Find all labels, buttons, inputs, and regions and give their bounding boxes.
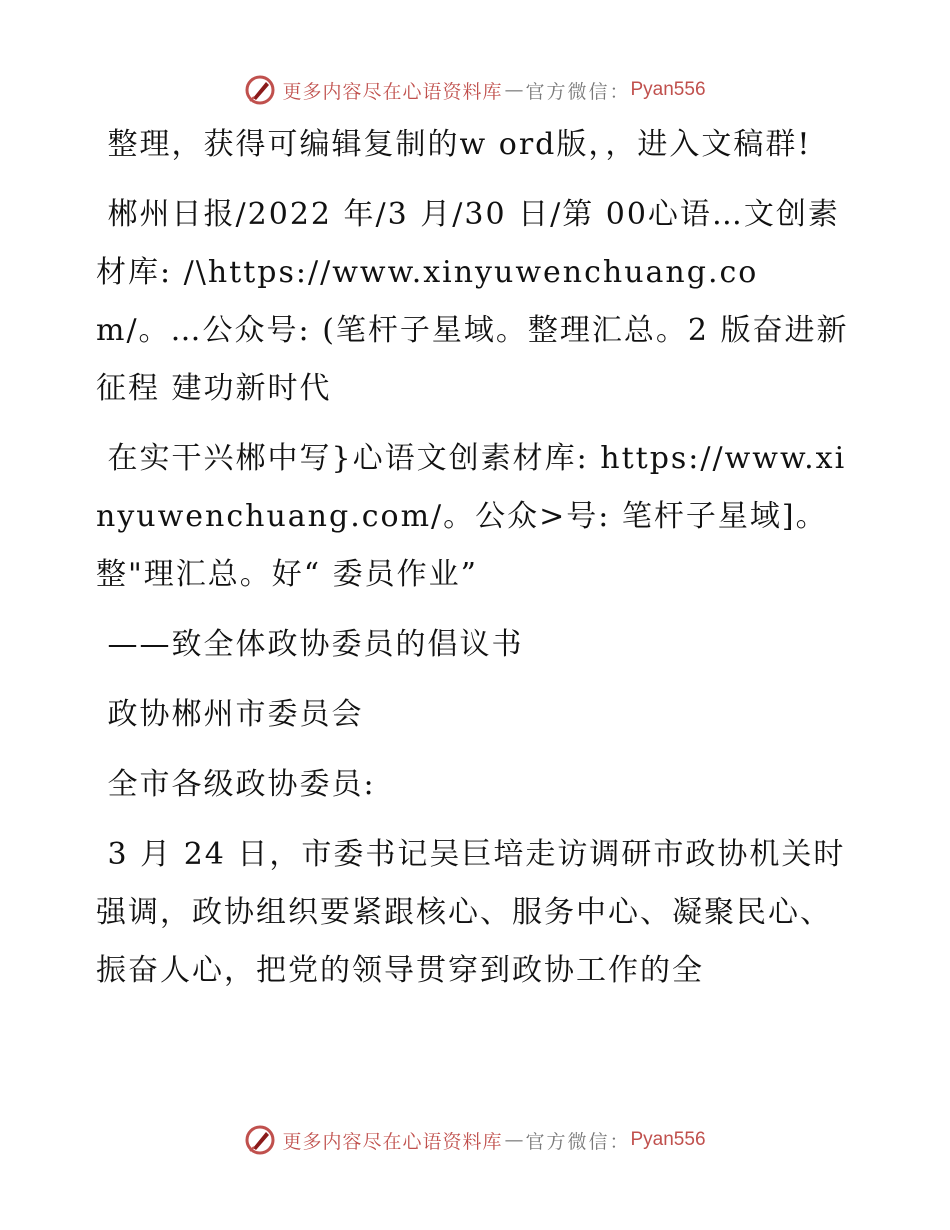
paragraph-1: 整理，获得可编辑复制的w ord版，，进入文稿群! [96,127,812,162]
document-body [96,116,856,1012]
banner-dash: — [504,1129,524,1151]
paragraph-6: 全市各级政协委员: [96,767,376,802]
banner-text: 更多内容尽在心语资料库 [282,80,503,103]
banner-text: 更多内容尽在心语资料库 [282,1130,503,1153]
banner-wechat-id: Pyan556 [630,79,706,100]
quill-logo-icon [244,74,276,106]
banner-official-label: 官方微信： [525,1130,631,1153]
banner-official-label: 官方微信： [525,80,631,103]
paragraph-4: ——致全体政协委员的倡议书 [96,627,524,662]
paragraph-3: 在实干兴郴中写}心语文创素材库: https://www.xinyuwenchuang.com/。公众>号: 笔杆子星域]。整"理汇总。好“ 委员作业” [96,441,847,592]
paragraph-5: 政协郴州市委员会 [96,697,364,732]
header-banner [0,70,950,110]
paragraph-7: 3 月 24 日，市委书记吴巨培走访调研市政协机关时强调，政协组织要紧跟核心、服务中心、凝聚民心、振奋人心，把党的领导贯穿到政协工作的全 [96,837,846,988]
banner-wechat-id: Pyan556 [630,1129,706,1150]
paragraph-2: 郴州日报/2022 年/3 月/30 日/第 00心语…文创素材库: /\https://www.xinyuwenchuang.com/。…公众号: (笔杆子星域。整理汇总。2 版奋进新征程 建功新时代 [96,197,849,406]
quill-logo-icon [244,1124,276,1156]
footer-banner [0,1120,950,1160]
banner-dash: — [504,79,524,101]
